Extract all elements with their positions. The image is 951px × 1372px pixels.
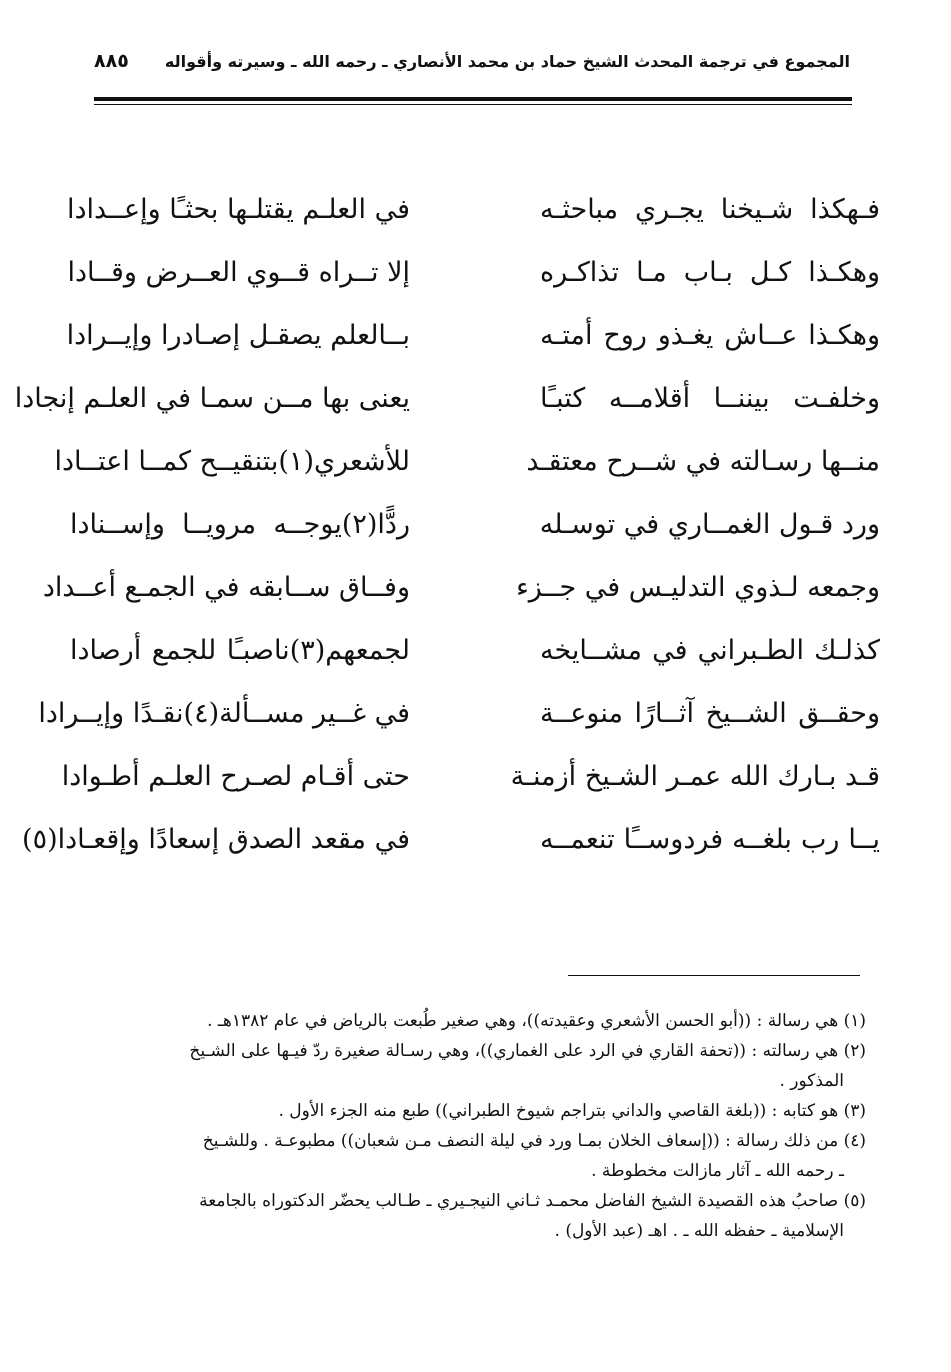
verse-first-hemistich: كذلـك الطـبراني في مشــايخه (540, 635, 880, 666)
verse-first-hemistich: وهكـذا عــاش يغـذو روح أمتـه (540, 320, 880, 351)
footnote (84, 1036, 866, 1096)
footnote (84, 1006, 866, 1036)
verse (70, 621, 880, 681)
footnote-continuation: ـ رحمه الله ـ آثار مازالت مخطوطة . (591, 1161, 844, 1181)
verse-second-hemistich: في غــير مســألة(٤)نقـدًا وإيــرادا (38, 698, 410, 729)
header-rule-thin (94, 104, 852, 105)
verse-second-hemistich: حتى أقـام لصـرح العلـم أطـوادا (61, 761, 410, 792)
footnote-text: (٢) هي رسالته : ((تحفة القاري في الرد على الغماري))، وهي رسـالة صغيرة ردّ فيـها على الشـيخ (189, 1041, 866, 1061)
verse-first-hemistich: ورد قـول الغمــاري في توسـله (539, 509, 880, 540)
verse-second-hemistich: للأشعري(١)بتنقيــح كمــا اعتــادا (54, 446, 410, 477)
header-title: المجموع في ترجمة المحدث الشيخ حماد بن محمد الأنصاري ـ رحمه الله ـ وسيرته وأقواله (164, 52, 850, 71)
verse (61, 747, 880, 807)
verse (67, 243, 880, 303)
verse-second-hemistich: في مقعد الصدق إسعادًا وإقعـادا(٥) (22, 824, 410, 855)
verse (38, 684, 880, 744)
verse-second-hemistich: بــالعلم يصقـل إصـادرا وإيــرادا (66, 320, 410, 351)
footnote (84, 1186, 866, 1246)
verse-first-hemistich: منــها رسـالته في شــرح معتقـد (526, 446, 880, 477)
verse-second-hemistich: وفــاق ســابقه في الجمـع أعــداد (42, 572, 410, 603)
footnote-continuation: الإسلامية ـ حفظه الله ـ . اهـ (عبد الأول) . (554, 1221, 844, 1241)
verse-second-hemistich: إلا تــراه قــوي العــرض وقــادا (67, 257, 410, 288)
verse-first-hemistich: قـد بـارك الله عمـر الشـيخ أزمنـة (510, 761, 880, 792)
verse-second-hemistich: في العلـم يقتلـها بحثـًا وإعــدادا (66, 194, 410, 225)
footnote (84, 1096, 866, 1126)
footnote-text: (١) هي رسالة : ((أبو الحسن الأشعري وعقيدته))، وهي صغير طُبعت بالرياض في عام ١٣٨٢هـ . (207, 1011, 866, 1031)
verse (70, 495, 880, 555)
running-header (94, 46, 850, 86)
verse-first-hemistich: وجمعه لـذوي التدليـس في جــزء (516, 572, 880, 603)
verse (22, 810, 880, 870)
verse (66, 180, 880, 240)
page-number: ٨٨٥ (94, 50, 129, 72)
verse-first-hemistich: يــا رب بلغــه فردوســًا تنعمــه (540, 824, 880, 855)
verse (66, 306, 880, 366)
footnote-continuation: المذكور . (779, 1071, 844, 1091)
verse (42, 558, 880, 618)
verse-first-hemistich: وحقــق الشــيخ آثــارًا منوعــة (540, 698, 880, 729)
verse-first-hemistich: فـهكذا شـيخنا يجـري مباحثـه (540, 194, 880, 225)
verse (54, 432, 880, 492)
header-rule-thick (94, 97, 852, 101)
footnote-text: (٤) من ذلك رسالة : ((إسعاف الخلان بمـا ورد في ليلة النصف مـن شعبان)) مطبوعـة . وللشـيخ (202, 1131, 866, 1151)
verse-first-hemistich: وخلفـت بيننــا أقلامــه كتبـًا (540, 383, 880, 414)
footnote (84, 1126, 866, 1186)
footnote-separator (568, 975, 860, 976)
footnotes (84, 1006, 866, 1246)
footnote-text: (٥) صاحبُ هذه القصيدة الشيخ الفاضل محمـد ثـاني النيجـيري ـ طـالب يحضّر الدكتوراه بالجامعة (199, 1191, 866, 1211)
verse-second-hemistich: ردًّا(٢)يوجــه مرويــا وإســنادا (70, 509, 410, 540)
verse-first-hemistich: وهكـذا كـل بـاب مـا تذاكـره (540, 257, 880, 288)
verse (14, 369, 880, 429)
verse-second-hemistich: يعنى بها مــن سمـا في العلـم إنجادا (14, 383, 410, 414)
verse-second-hemistich: لجمعهم(٣)ناصبـًا للجمع أرصادا (70, 635, 410, 666)
footnote-text: (٣) هو كتابه : ((بلغة القاصي والداني بتراجم شيوخ الطبراني)) طبع منه الجزء الأول . (278, 1101, 866, 1121)
